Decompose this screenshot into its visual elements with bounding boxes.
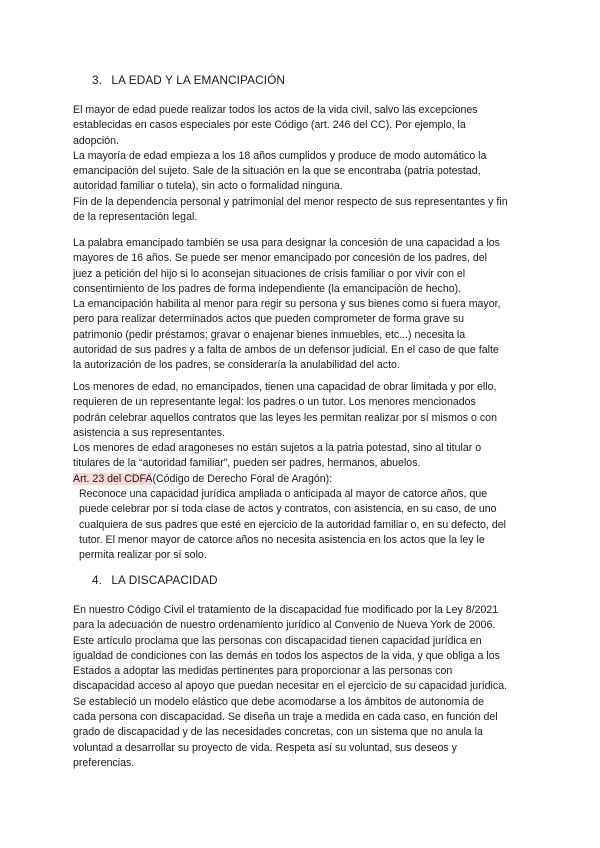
text-line: En nuestro Código Civil el tratamiento de la discapacidad fue modificado por la Ley 8/2021 xyxy=(73,604,499,616)
text-line: consentimiento de los padres de forma independiente (la emancipación de hecho). xyxy=(73,282,462,295)
text-line: podrán celebrar aquellos contratos que las leyes les permitan realizar por sí mismos o con xyxy=(73,411,497,424)
text-line: la autorización de los padres, se consideraría la anulabilidad del acto. xyxy=(73,359,400,372)
text-line: juez a petición del hijo si lo aconsejan situaciones de crisis familiar o por vivir con el xyxy=(73,267,466,280)
article-citation-highlight: Art. 23 del CDFA xyxy=(73,472,153,485)
text-line: El mayor de edad puede realizar todos los actos de la vida civil, salvo las excepciones xyxy=(73,104,478,116)
text-line: Los menores de edad aragoneses no están sujetos a la patria potestad, sino al titular o xyxy=(73,442,482,455)
text-line: establecidas en casos especiales por este Código (art. 246 del CC). Por ejemplo, la xyxy=(73,119,466,132)
text-line: requieren de un representante legal: los padres o un tutor. Los menores mencionados xyxy=(73,396,476,409)
section-4-number: 4. xyxy=(92,573,103,587)
text-line: patrimonio (pedir préstamos; gravar o enajenar bienes inmuebles, etc...) necesita la xyxy=(73,328,466,341)
quote-line: tutor. El menor mayor de catorce años no necesita asistencia en los actos que la ley le xyxy=(79,533,485,546)
text-line: cada persona con discapacidad. Se diseña un traje a medida en cada caso, en función del xyxy=(73,711,498,724)
text-line: adopción. xyxy=(73,134,119,147)
citation-source: (Código de Derecho Foral de Aragón): xyxy=(152,472,333,485)
text-line: Este artículo proclama que las personas con discapacidad tienen capacidad jurídica en xyxy=(73,634,482,647)
quote-line: Reconoce una capacidad jurídica ampliada o anticipada al mayor de catorce años, que xyxy=(79,488,488,501)
quote-line: cualquiera de sus padres que esté en ejercicio de la autoridad familiar o, en su defecto, del xyxy=(79,518,506,531)
text-line: para la adecuación de nuestro ordenamiento jurídico al Convenio de Nueva York de 2006. xyxy=(73,619,496,632)
section-4-title: LA DISCAPACIDAD xyxy=(111,573,218,587)
quote-line: permita realizar por sí solo. xyxy=(79,549,207,562)
text-line: titulares de la “autoridad familiar”, pueden ser padres, hermanos, abuelos. xyxy=(73,457,421,470)
text-line: pero para realizar determinados actos que pueden comprometer de forma grave su xyxy=(73,313,465,326)
text-line: La emancipación habilita al menor para regir su persona y sus bienes como si fuera mayor, xyxy=(73,298,501,311)
section-3-heading xyxy=(92,73,285,87)
quote-line: puede celebrar por sí toda clase de actos y contratos, con asistencia, en su caso, de uno xyxy=(79,503,497,516)
citation-line xyxy=(73,472,535,487)
text-line: autoridad de sus padres y a falta de ambos de un defensor judicial. En el caso de que falte xyxy=(73,344,499,357)
section-3-paragraph-1 xyxy=(73,103,535,225)
text-line: grado de discapacidad y de las necesidades concretas, con un sistema que no anula la xyxy=(73,726,483,739)
text-line: Se estableció un modelo elástico que debe acomodarse a los ámbitos de autonomía de xyxy=(73,695,485,708)
text-line: asistencia a sus representantes. xyxy=(73,426,225,439)
text-line: de la representación legal. xyxy=(73,211,198,224)
text-line: autoridad familiar o tutela), sin acto o formalidad ninguna. xyxy=(73,180,343,193)
text-line: Fin de la dependencia personal y patrimonial del menor respecto de sus representantes y fin xyxy=(73,195,508,208)
text-line: La mayoría de edad empieza a los 18 años cumplidos y produce de modo automático la xyxy=(73,149,487,162)
section-3-paragraph-2 xyxy=(73,236,535,374)
text-line: voluntad a desarrollar su proyecto de vida. Respeta así su voluntad, sus deseos y xyxy=(73,741,457,754)
section-3-number: 3. xyxy=(92,73,103,87)
text-line: La palabra emancipado también se usa para designar la concesión de una capacidad a los xyxy=(73,237,500,249)
text-line: Estados a adoptar las medidas pertinentes para proporcionar a las personas con xyxy=(73,665,453,678)
text-line: preferencias. xyxy=(73,756,135,769)
text-line: Los menores de edad, no emancipados, tienen una capacidad de obrar limitada y por ello, xyxy=(73,381,497,393)
section-4-heading xyxy=(92,573,218,587)
text-line: mayores de 16 años. Se puede ser menor emancipado por concesión de los padres, del xyxy=(73,252,487,265)
section-4-paragraph-1 xyxy=(73,603,535,771)
text-line: discapacidad acceso al apoyo que puedan necesitar en el ejercicio de su capacidad jurídica. xyxy=(73,680,508,693)
text-line: igualdad de condiciones con las demás en todos los aspectos de la vida, y que obliga a los xyxy=(73,649,500,662)
text-line: emancipación del sujeto. Sale de la situación en la que se encontraba (patria potestad, xyxy=(73,165,481,178)
section-3-title: LA EDAD Y LA EMANCIPACIÓN xyxy=(111,73,286,87)
section-3-paragraph-3 xyxy=(73,380,535,564)
